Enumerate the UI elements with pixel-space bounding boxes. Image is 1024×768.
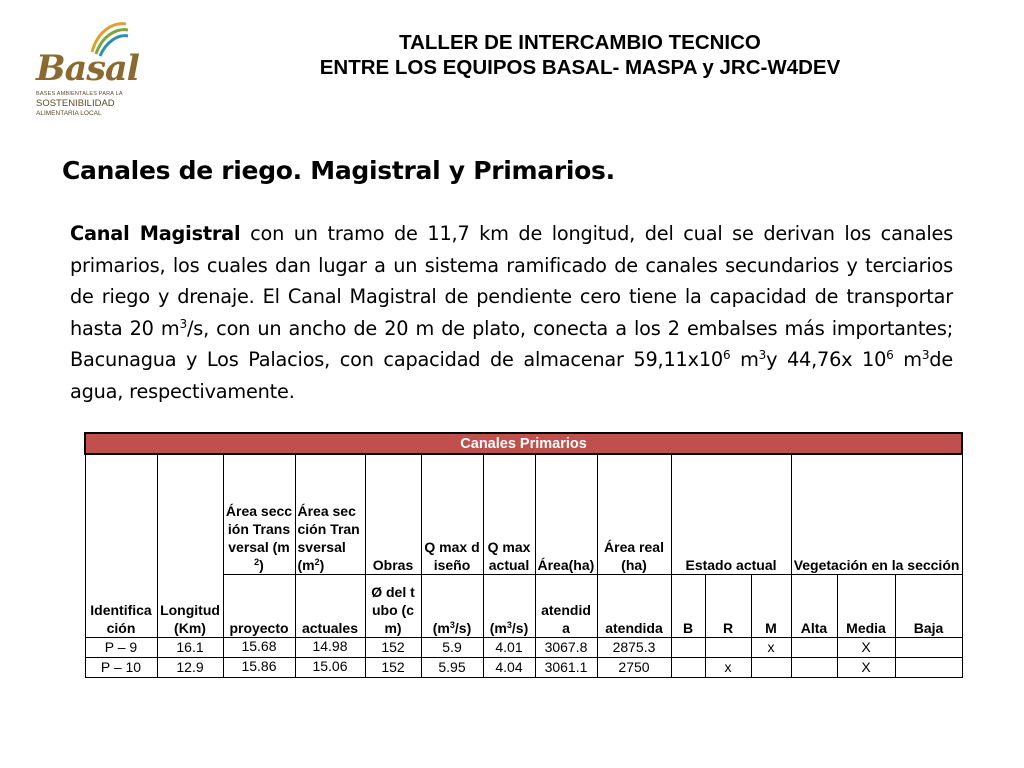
- cell-b: [671, 658, 705, 678]
- cell-media: X: [837, 658, 895, 678]
- header-obras: Obras: [365, 454, 421, 575]
- cell-alta: [791, 638, 837, 658]
- header-area-seccion-1-text: Área sección Transversal (m: [225, 503, 293, 555]
- logo-line-3: ALIMENTARIA LOCAL: [36, 110, 102, 117]
- paragraph-text-5: m: [893, 348, 922, 372]
- header-qmax-diseno: Q max diseño: [421, 454, 483, 575]
- header-m: M: [751, 575, 791, 638]
- logo-word: Basal: [36, 48, 139, 89]
- table-row: [85, 658, 962, 678]
- header-proyecto: proyecto: [223, 575, 295, 638]
- superscript-3: 3: [921, 348, 930, 363]
- header-vegetacion: Vegetación en la sección: [791, 454, 962, 575]
- header-media: Media: [837, 575, 895, 638]
- paragraph-text-2: /s, con un ancho de 20 m de plato, conecta a los 2 embalses más importantes; Bacunagua y Los Palacios, con capacidad de almacenar 59,11x10: [70, 316, 953, 372]
- cell-qmax-actual: 4.04: [483, 658, 535, 678]
- unit-open: (m: [489, 620, 507, 636]
- superscript-3: 3: [449, 620, 455, 630]
- unit-open: (m: [432, 620, 450, 636]
- header-baja: Baja: [895, 575, 962, 638]
- header-area-seccion-1: [223, 454, 295, 575]
- header-qmax-actual: Q max actual: [483, 454, 535, 575]
- cell-longitud: 12.9: [157, 658, 223, 678]
- superscript-3: 3: [179, 316, 187, 331]
- header-actuales: actuales: [295, 575, 365, 638]
- unit-close: /s): [454, 620, 472, 636]
- slide-title: Canales de riego. Magistral y Primarios.: [62, 156, 615, 185]
- description-paragraph: [70, 218, 953, 408]
- superscript-3: 3: [758, 348, 767, 363]
- header-diametro-tubo: Ø del tubo (cm): [365, 575, 421, 638]
- header-area-seccion-2: [295, 454, 365, 575]
- cell-b: [671, 638, 705, 658]
- cell-area: 3061.1: [535, 658, 597, 678]
- cell-actuales: 14.98: [295, 638, 365, 658]
- cell-qmax-diseno: 5.9: [421, 638, 483, 658]
- table-caption: Canales Primarios: [85, 433, 962, 454]
- header-qmax-diseno-unit: [421, 575, 483, 638]
- cell-area-real: 2750: [597, 658, 671, 678]
- cell-proyecto: 15.86: [223, 658, 295, 678]
- table-caption-row: [85, 433, 962, 454]
- cell-qmax-diseno: 5.95: [421, 658, 483, 678]
- basal-logo: [30, 18, 139, 117]
- paragraph-text-6: de agua, respectivamente.: [70, 348, 953, 403]
- paragraph-text-1: con un tramo de 11,7 km de longitud, del cual se derivan los canales primarios, los cuales dan lugar a un sistema ramificado de canales secundarios y terciarios de riego y drenaje. El Canal Magistral de pendiente cero tiene la capacidad de transportar hasta 20 m: [70, 222, 953, 340]
- cell-id: P – 10: [85, 658, 157, 678]
- cell-media: X: [837, 638, 895, 658]
- cell-actuales: 15.06: [295, 658, 365, 678]
- header-qmax-actual-unit: [483, 575, 535, 638]
- cell-proyecto: 15.68: [223, 638, 295, 658]
- logo-line-2: SOSTENIBILIDAD: [36, 98, 115, 109]
- header-longitud: Longitud (Km): [157, 454, 223, 638]
- close-paren: ): [259, 557, 264, 573]
- superscript-6: 6: [886, 348, 894, 363]
- superscript-2: 2: [314, 557, 320, 567]
- header-atendida-2: atendida: [597, 575, 671, 638]
- cell-r: x: [705, 658, 751, 678]
- cell-m: [751, 658, 791, 678]
- header-row-1: [85, 454, 962, 575]
- cell-alta: [791, 658, 837, 678]
- cell-id: P – 9: [85, 638, 157, 658]
- cell-r: [705, 638, 751, 658]
- header-alta: Alta: [791, 575, 837, 638]
- cell-area-real: 2875.3: [597, 638, 671, 658]
- superscript-2: 2: [254, 557, 260, 567]
- header-area-real: Área real (ha): [597, 454, 671, 575]
- header-line-1: TALLER DE INTERCAMBIO TECNICO: [399, 31, 761, 54]
- header-area-ha: Área(ha): [535, 454, 597, 575]
- cell-diametro: 152: [365, 658, 421, 678]
- paragraph-lead: Canal Magistral: [70, 222, 241, 245]
- paragraph-text-3: m: [730, 348, 759, 372]
- cell-m: x: [751, 638, 791, 658]
- cell-qmax-actual: 4.01: [483, 638, 535, 658]
- header-r: R: [705, 575, 751, 638]
- canales-primarios-table: [84, 432, 963, 678]
- superscript-6: 6: [722, 348, 731, 363]
- header-b: B: [671, 575, 705, 638]
- paragraph-text-4: y 44,76x 10: [766, 348, 887, 372]
- cell-longitud: 16.1: [157, 638, 223, 658]
- cell-baja: [895, 638, 962, 658]
- header-atendida-1: atendida: [535, 575, 597, 638]
- cell-area: 3067.8: [535, 638, 597, 658]
- logo-line-1: BASES AMBIENTALES PARA LA: [36, 91, 123, 97]
- slide-header: [180, 30, 980, 80]
- cell-baja: [895, 658, 962, 678]
- header-area-seccion-2-text: Área sección Transversal (m: [297, 503, 360, 573]
- header-line-2: ENTRE LOS EQUIPOS BASAL- MASPA y JRC-W4DEV: [319, 56, 841, 79]
- table-row: [85, 638, 962, 658]
- unit-close: /s): [511, 620, 529, 636]
- header-estado-actual: Estado actual: [671, 454, 791, 575]
- cell-diametro: 152: [365, 638, 421, 658]
- header-identificacion: Identificación: [85, 454, 157, 638]
- close-paren: ): [319, 557, 325, 573]
- superscript-3: 3: [506, 620, 512, 630]
